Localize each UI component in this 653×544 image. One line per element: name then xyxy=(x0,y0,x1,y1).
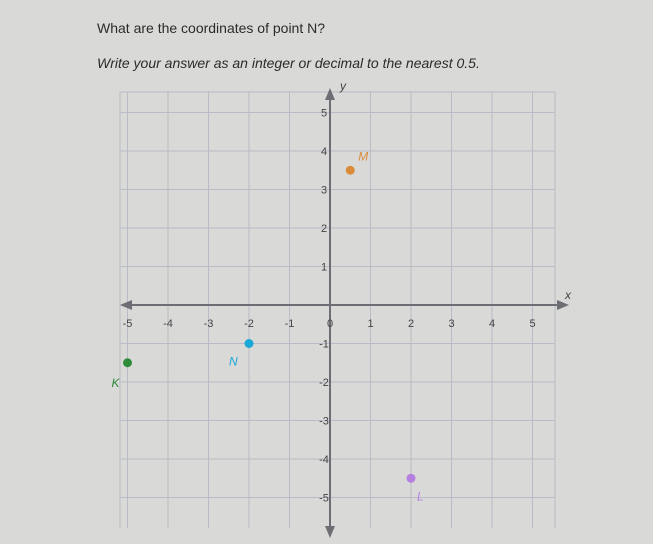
x-axis-label: x xyxy=(565,288,571,302)
y-tick-label: 1 xyxy=(320,261,328,274)
y-tick-label: -1 xyxy=(319,338,329,351)
y-tick-label: 5 xyxy=(320,107,328,120)
x-tick-label: 4 xyxy=(488,318,496,330)
point-label-n: N xyxy=(229,354,238,369)
y-axis-arrow-up xyxy=(325,88,335,100)
y-tick-label: -3 xyxy=(319,415,329,428)
y-tick-label: -5 xyxy=(319,492,329,505)
y-axis-arrow-down xyxy=(325,526,335,538)
grid xyxy=(120,92,555,528)
y-tick-label: 3 xyxy=(320,184,328,197)
point-l[interactable] xyxy=(407,474,416,483)
y-tick-label: 2 xyxy=(320,223,328,235)
x-tick-label: 5 xyxy=(529,318,536,330)
point-label-k: K xyxy=(111,375,120,390)
y-axis-label: y xyxy=(340,79,346,93)
y-tick-label: -2 xyxy=(319,377,329,389)
instruction-text: Write your answer as an integer or decimal to the nearest 0.5. xyxy=(97,55,480,71)
point-label-l: L xyxy=(417,489,424,504)
x-tick-label: -5 xyxy=(122,318,133,330)
axes xyxy=(120,79,572,538)
question-text: What are the coordinates of point N? xyxy=(97,20,326,36)
point-k[interactable] xyxy=(123,358,132,367)
y-tick-label: -4 xyxy=(319,454,329,466)
x-tick-label: 2 xyxy=(407,318,415,330)
point-n[interactable] xyxy=(245,339,254,348)
x-tick-label: -4 xyxy=(163,318,173,330)
x-tick-label: -3 xyxy=(203,318,214,330)
x-tick-label: 3 xyxy=(448,318,455,330)
point-m[interactable] xyxy=(346,166,355,175)
x-tick-label: -1 xyxy=(284,318,295,330)
points xyxy=(112,149,424,503)
y-tick-label: 4 xyxy=(320,146,328,158)
x-axis-arrow-left xyxy=(120,300,132,310)
x-tick-label: -2 xyxy=(244,318,254,330)
x-tick-label: 0 xyxy=(326,318,334,330)
point-label-m: M xyxy=(358,149,369,164)
x-tick-label: 1 xyxy=(367,318,374,330)
